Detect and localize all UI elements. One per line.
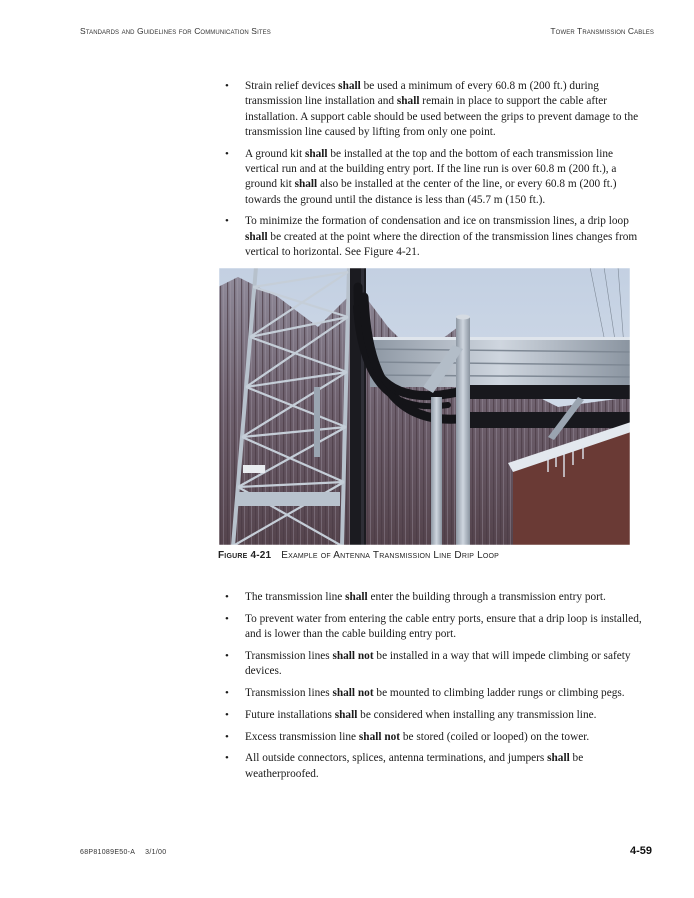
bullet-text: A ground kit (245, 147, 305, 160)
figure-caption (218, 550, 499, 561)
bullet-text: be created at the point where the direction of the transmission lines changes from vertical to horizontal. See Figure 4-21. (245, 230, 638, 258)
bullet-text: be considered when installing any transmission line. (357, 708, 597, 721)
emphasis-text: shall not (358, 730, 401, 743)
header-right-section: Tower Transmission Cables (550, 26, 654, 36)
bullet-text: enter the building through a transmission entry port. (367, 591, 606, 603)
bullet-text: To minimize the formation of condensation and ice on transmission lines, a drip loop (245, 215, 629, 228)
drip-loop-photo (218, 267, 631, 546)
bullet-item (224, 612, 644, 643)
document-id: 68P81089E50-A (80, 849, 135, 856)
header-left-title: Standards and Guidelines for Communication Sites (80, 26, 271, 36)
emphasis-text: shall (294, 178, 318, 191)
bullet-text: be weatherproofed. (245, 752, 584, 780)
bullet-text: Excess transmission line (245, 730, 359, 743)
bullet-text: Strain relief devices (245, 80, 339, 92)
running-header (80, 26, 654, 36)
bullet-item (224, 708, 644, 723)
bullet-text: be used a minimum of every 60.8 m (200 ft.) during transmission line installation and (245, 80, 599, 108)
page-number: 4-59 (629, 845, 652, 857)
bullet-item (224, 79, 644, 140)
document-date: 3/1/00 (145, 849, 167, 856)
bullet-text: be mounted to climbing ladder rungs or climbing pegs. (373, 686, 625, 699)
bullet-item (224, 751, 644, 782)
bullet-item (224, 730, 644, 745)
figure-number: Figure 4-21 (218, 550, 272, 561)
emphasis-text: shall (547, 752, 570, 765)
emphasis-text: shall (338, 80, 361, 92)
bullet-text: To prevent water from entering the cable entry ports, ensure that a drip loop is installed, and is lower than the cable building entry port. (245, 612, 642, 641)
emphasis-text: shall (245, 230, 268, 243)
bullet-text: Transmission lines (245, 649, 333, 662)
bullet-text: also be installed at the center of the line, or every 60.8 m (200 ft.) towards the ground until the distance is less than (45.7 m (150 ft.). (245, 178, 617, 206)
bullet-item (224, 147, 644, 208)
emphasis-text: shall not (332, 649, 374, 662)
bullet-list-top (224, 79, 644, 267)
bullet-text: remain in place to support the cable after installation. A support cable should be used between the grips to prevent damage to the transmission line caused by lifting from only one point. (245, 95, 639, 138)
bullet-text: Transmission lines (245, 686, 333, 699)
bullet-item (224, 649, 644, 680)
bullet-item (224, 214, 644, 260)
emphasis-text: shall (345, 591, 368, 603)
figure-photo-drip-loop (218, 267, 631, 546)
bullet-text: The transmission line (245, 591, 346, 603)
emphasis-text: shall (396, 95, 420, 108)
figure-title: Example of Antenna Transmission Line Drip Loop (281, 550, 499, 561)
bullet-text: be installed at the top and the bottom of each transmission line vertical run and at the building entry port. If the line run is over 60.8 m (200 ft.), a ground kit (245, 147, 617, 191)
emphasis-text: shall (304, 147, 328, 160)
bullet-text: All outside connectors, splices, antenna terminations, and jumpers (245, 752, 548, 765)
emphasis-text: shall not (332, 686, 374, 699)
bullet-text: be installed in a way that will impede climbing or safety devices. (245, 649, 631, 678)
bullet-text: be stored (coiled or looped) on the tower. (400, 730, 590, 743)
bullet-item (224, 590, 644, 605)
footer-doc-info (80, 849, 166, 856)
emphasis-text: shall (334, 708, 358, 721)
bullet-item (224, 686, 644, 701)
bullet-list-bottom (224, 590, 644, 788)
bullet-text: Future installations (245, 708, 335, 721)
